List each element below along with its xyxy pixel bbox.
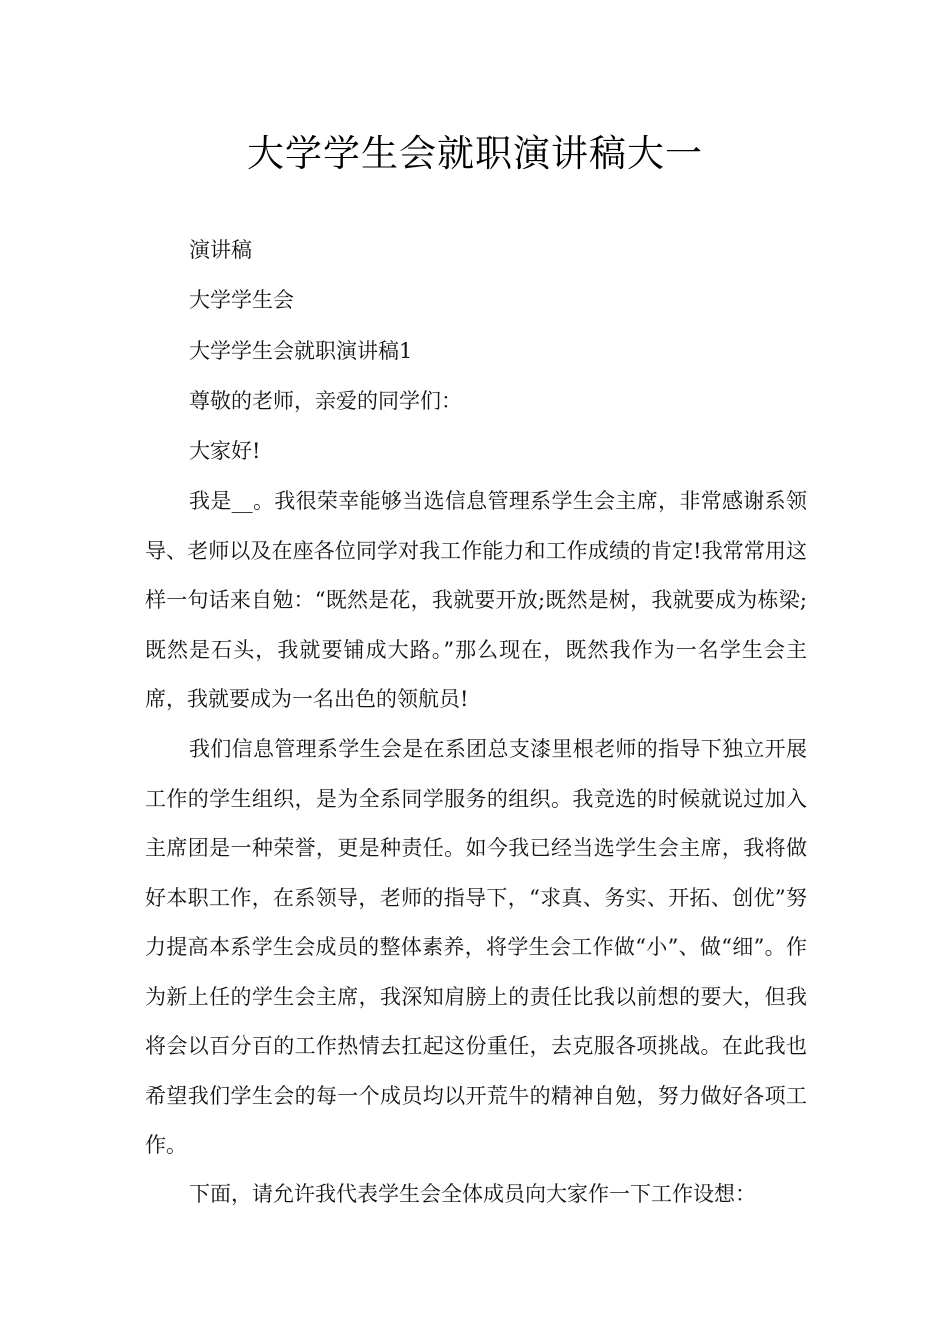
paragraph-work-plan-intro: 下面，请允许我代表学生会全体成员向大家作一下工作设想：	[189, 1182, 756, 1206]
document-title: 大学学生会就职演讲稿大一	[247, 132, 703, 175]
line-genre: 演讲稿	[189, 238, 252, 262]
line-speech-heading: 大学学生会就职演讲稿1	[189, 339, 413, 363]
paragraph-introduction: 我是__。我很荣幸能够当选信息管理系学生会主席，非常感谢系领导、老师以及在座各位同学对我工作能力和工作成绩的肯定!我常常用这样一句话来自勉：“既然是花，我就要开放;既然是树，我就要成为栋梁;既然是石头，我就要铺成大路。”那么现在，既然我作为一名学生会主席，我就要成为一名出色的领航员!	[145, 489, 807, 711]
line-organization: 大学学生会	[189, 288, 294, 312]
paragraph-student-union: 我们信息管理系学生会是在系团总支漆里根老师的指导下独立开展工作的学生组织，是为全系同学服务的组织。我竞选的时候就说过加入主席团是一种荣誉，更是种责任。如今我已经当选学生会主席，我将做好本职工作，在系领导，老师的指导下，“求真、务实、开拓、创优”努力提高本系学生会成员的整体素养，将学生会工作做“小”、做“细”。作为新上任的学生会主席，我深知肩膀上的责任比我以前想的要大，但我将会以百分百的工作热情去扛起这份重任，去克服各项挑战。在此我也希望我们学生会的每一个成员均以开荒牛的精神自勉，努力做好各项工作。	[145, 737, 807, 1157]
line-greeting: 大家好!	[189, 439, 261, 463]
line-salutation: 尊敬的老师，亲爱的同学们：	[189, 389, 462, 413]
